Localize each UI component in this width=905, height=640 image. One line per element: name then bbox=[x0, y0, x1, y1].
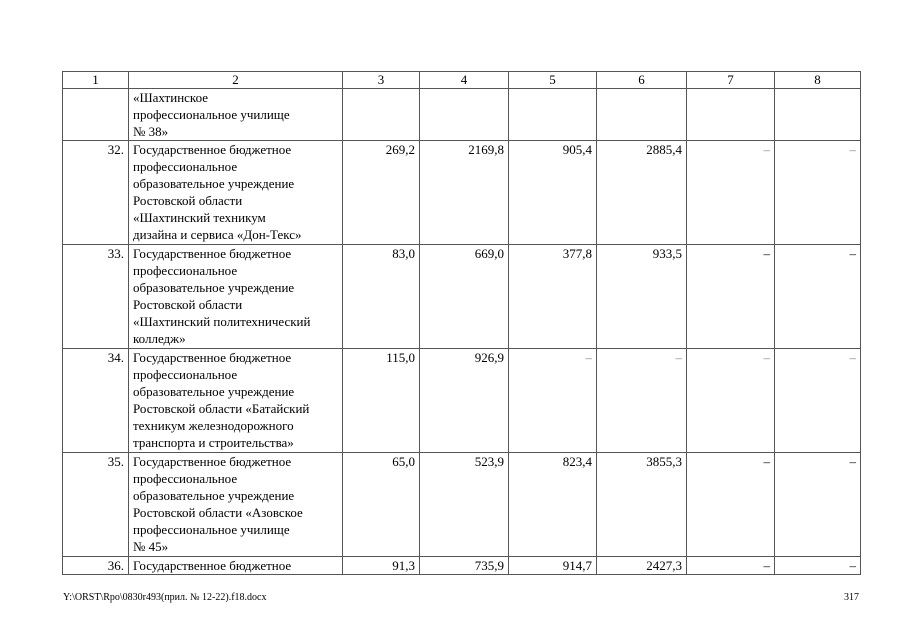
row-number-cell: 34. bbox=[63, 349, 129, 453]
value-cell-col6: 3855,3 bbox=[597, 453, 687, 557]
value-cell-col8: – bbox=[775, 141, 861, 245]
value-cell-col7: – bbox=[687, 557, 775, 575]
value-cell-col8: – bbox=[775, 453, 861, 557]
value-cell-col5: 905,4 bbox=[509, 141, 597, 245]
value-cell-col3: 91,3 bbox=[343, 557, 420, 575]
value-cell-col7: – bbox=[687, 141, 775, 245]
row-number-cell: 33. bbox=[63, 245, 129, 349]
table-row bbox=[63, 245, 861, 349]
institution-name-cell: Государственное бюджетное профессиональное образовательное учреждение Ростовской области «Батайский техникум железнодорожного транспорта и строительства» bbox=[129, 349, 343, 453]
column-header: 4 bbox=[420, 72, 509, 89]
value-cell-col8: – bbox=[775, 349, 861, 453]
row-number-cell: 36. bbox=[63, 557, 129, 575]
value-cell-col4: 523,9 bbox=[420, 453, 509, 557]
column-header: 8 bbox=[775, 72, 861, 89]
value-cell-col4: 2169,8 bbox=[420, 141, 509, 245]
value-cell-col3 bbox=[343, 89, 420, 141]
table-header-row bbox=[63, 72, 861, 89]
value-cell-col4: 735,9 bbox=[420, 557, 509, 575]
column-header: 6 bbox=[597, 72, 687, 89]
value-cell-col8: – bbox=[775, 245, 861, 349]
row-number-cell: 35. bbox=[63, 453, 129, 557]
value-cell-col3: 115,0 bbox=[343, 349, 420, 453]
table-row bbox=[63, 453, 861, 557]
institution-name-cell: Государственное бюджетное профессиональное образовательное учреждение Ростовской области «Шахтинский техникум дизайна и сервиса «Дон-Текс» bbox=[129, 141, 343, 245]
footer-file-path: Y:\ORST\Rpo\0830r493(прил. № 12-22).f18.docx bbox=[63, 592, 267, 603]
value-cell-col6: 933,5 bbox=[597, 245, 687, 349]
column-header: 3 bbox=[343, 72, 420, 89]
value-cell-col5: 823,4 bbox=[509, 453, 597, 557]
value-cell-col5: 377,8 bbox=[509, 245, 597, 349]
value-cell-col5: – bbox=[509, 349, 597, 453]
value-cell-col4 bbox=[420, 89, 509, 141]
value-cell-col6: 2427,3 bbox=[597, 557, 687, 575]
column-header: 1 bbox=[63, 72, 129, 89]
data-table bbox=[62, 71, 861, 575]
value-cell-col5: 914,7 bbox=[509, 557, 597, 575]
institution-name-cell: Государственное бюджетное bbox=[129, 557, 343, 575]
value-cell-col6 bbox=[597, 89, 687, 141]
value-cell-col3: 269,2 bbox=[343, 141, 420, 245]
row-number-cell: 32. bbox=[63, 141, 129, 245]
value-cell-col6: – bbox=[597, 349, 687, 453]
row-number-cell bbox=[63, 89, 129, 141]
table-row bbox=[63, 349, 861, 453]
column-header: 7 bbox=[687, 72, 775, 89]
page-number: 317 bbox=[844, 592, 859, 603]
value-cell-col4: 669,0 bbox=[420, 245, 509, 349]
value-cell-col8 bbox=[775, 89, 861, 141]
value-cell-col3: 83,0 bbox=[343, 245, 420, 349]
table-row bbox=[63, 557, 861, 575]
institution-name-cell: Государственное бюджетное профессиональное образовательное учреждение Ростовской области «Азовское профессиональное училище № 45» bbox=[129, 453, 343, 557]
value-cell-col7: – bbox=[687, 453, 775, 557]
table-row bbox=[63, 89, 861, 141]
value-cell-col8: – bbox=[775, 557, 861, 575]
value-cell-col3: 65,0 bbox=[343, 453, 420, 557]
value-cell-col7 bbox=[687, 89, 775, 141]
value-cell-col7: – bbox=[687, 245, 775, 349]
value-cell-col4: 926,9 bbox=[420, 349, 509, 453]
value-cell-col5 bbox=[509, 89, 597, 141]
institution-name-cell: Государственное бюджетное профессиональное образовательное учреждение Ростовской области «Шахтинский политехнический колледж» bbox=[129, 245, 343, 349]
column-header: 2 bbox=[129, 72, 343, 89]
column-header: 5 bbox=[509, 72, 597, 89]
value-cell-col6: 2885,4 bbox=[597, 141, 687, 245]
value-cell-col7: – bbox=[687, 349, 775, 453]
table-row bbox=[63, 141, 861, 245]
institution-name-cell: «Шахтинское профессиональное училище № 38» bbox=[129, 89, 343, 141]
